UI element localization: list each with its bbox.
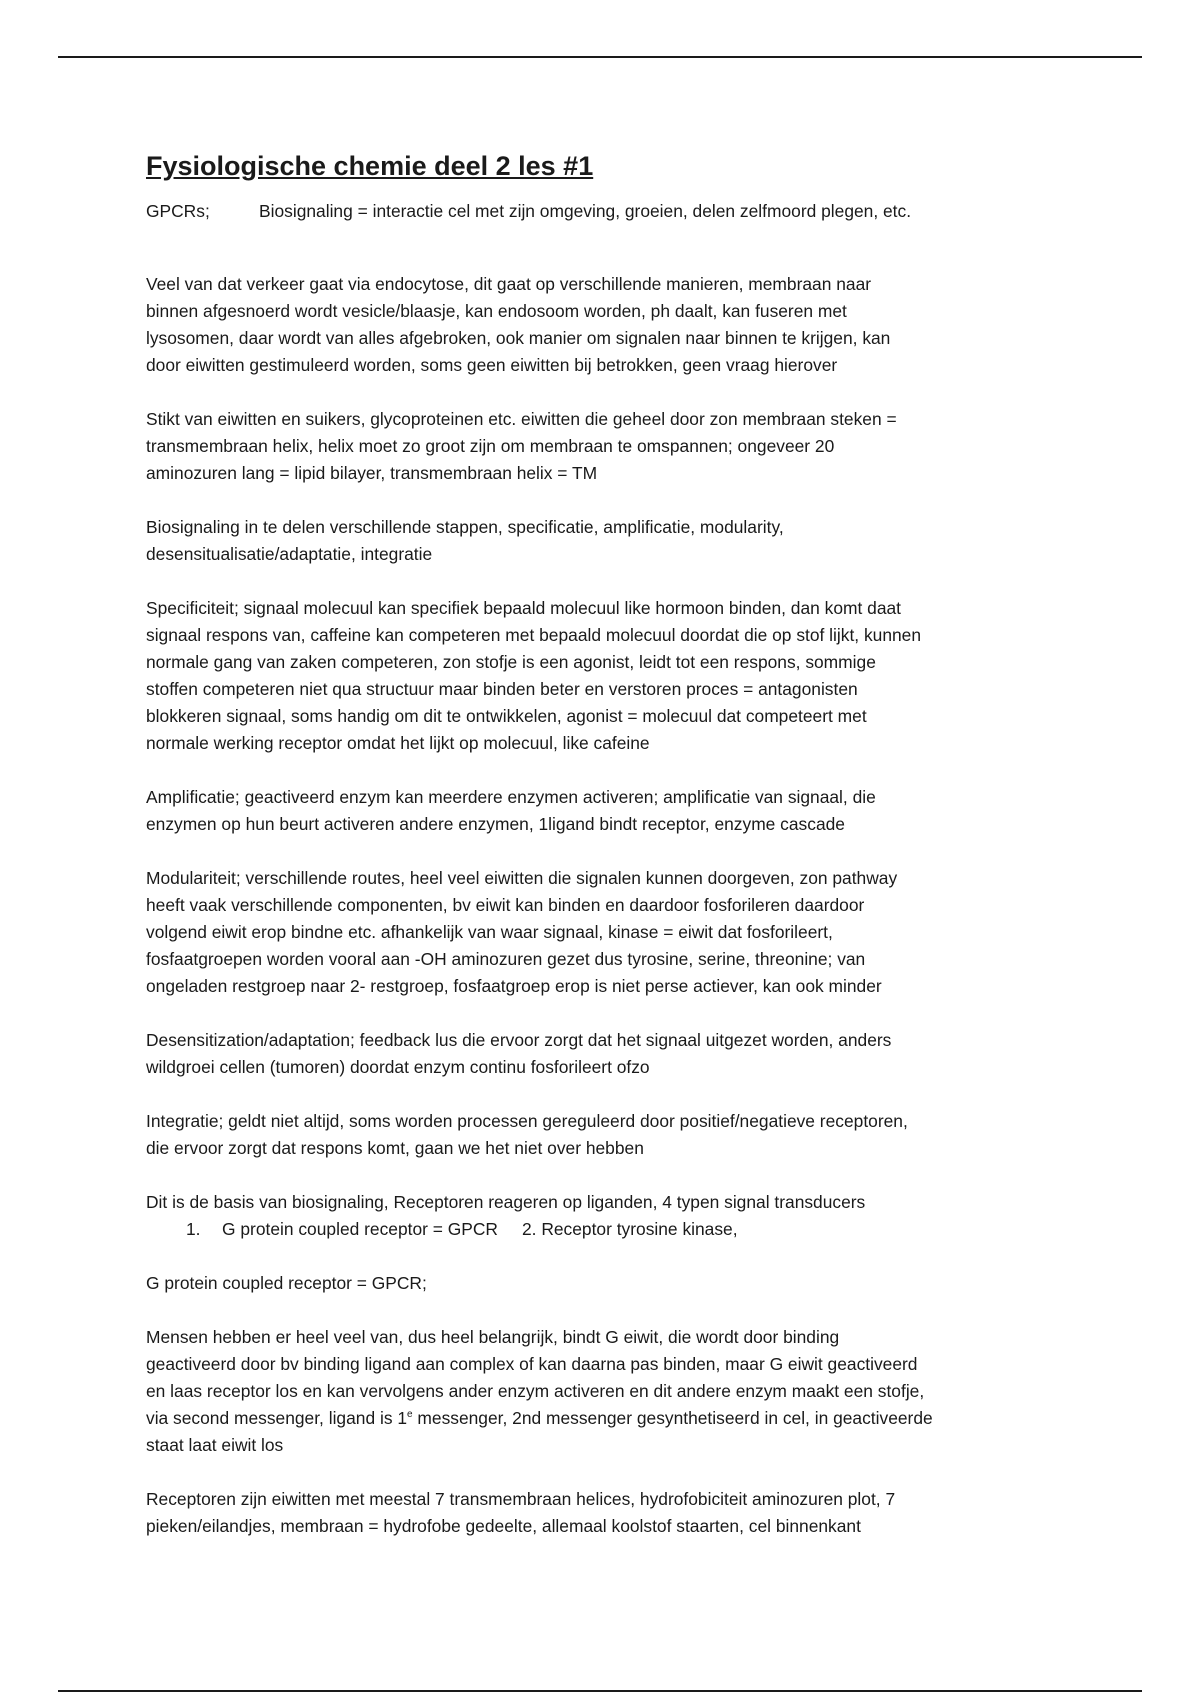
- text-line: volgend eiwit erop bindne etc. afhankelijk van waar signaal, kinase = eiwit dat fosforileert,: [146, 922, 833, 942]
- text-line: Desensitization/adaptation; feedback lus die ervoor zorgt dat het signaal uitgezet worden, anders: [146, 1030, 892, 1050]
- text-fragment: via second messenger, ligand is 1: [146, 1408, 408, 1428]
- text-line: normale gang van zaken competeren, zon stofje is een agonist, leidt tot een respons, sommige: [146, 652, 876, 672]
- paragraph-desensitization: [146, 1027, 1076, 1081]
- text-line: enzymen op hun beurt activeren andere enzymen, 1ligand bindt receptor, enzyme cascade: [146, 814, 845, 834]
- list-item: 2. Receptor tyrosine kinase,: [521, 1219, 738, 1239]
- footer-rule: [58, 1690, 1142, 1692]
- gpcr-intro-line: [146, 198, 1076, 225]
- text-line: Modulariteit; verschillende routes, heel veel eiwitten die signalen kunnen doorgeven, zon pathway: [146, 868, 898, 888]
- text-line: signaal respons van, caffeine kan competeren met bepaald molecuul doordat die op stof lijkt, kunnen: [146, 625, 922, 645]
- paragraph-receptoren: [146, 1486, 1076, 1540]
- text-line: Amplificatie; geactiveerd enzym kan meerdere enzymen activeren; amplificatie van signaal, die: [146, 787, 876, 807]
- gpcr-heading: G protein coupled receptor = GPCR;: [146, 1273, 427, 1293]
- text-line: [146, 1405, 1076, 1432]
- text-line: Biosignaling in te delen verschillende stappen, specificatie, amplificatie, modularity,: [146, 517, 784, 537]
- text-line: lysosomen, daar wordt van alles afgebroken, ook manier om signalen naar binnen te krijgen, kan: [146, 328, 891, 348]
- text-line: die ervoor zorgt dat respons komt, gaan we het niet over hebben: [146, 1138, 644, 1158]
- paragraph-mensen: [146, 1324, 1076, 1459]
- text-line: heeft vaak verschillende componenten, bv eiwit kan binden en daardoor fosforileren daardoor: [146, 895, 865, 915]
- transducer-list: [146, 1216, 1076, 1243]
- paragraph-modulariteit: [146, 865, 1076, 1000]
- gpcr-intro-text: Biosignaling = interactie cel met zijn omgeving, groeien, delen zelfmoord plegen, etc.: [259, 201, 912, 221]
- text-line: Stikt van eiwitten en suikers, glycoproteinen etc. eiwitten die geheel door zon membraan steken =: [146, 409, 897, 429]
- text-fragment: messenger, 2nd messenger gesynthetiseerd in cel, in geactiveerde: [412, 1408, 933, 1428]
- document-body: [146, 146, 1076, 1540]
- text-line: staat laat eiwit los: [146, 1435, 284, 1455]
- text-line: transmembraan helix, helix moet zo groot zijn om membraan te omspannen; ongeveer 20: [146, 436, 835, 456]
- text-line: Integratie; geldt niet altijd, soms worden processen gereguleerd door positief/negatieve receptoren,: [146, 1111, 908, 1131]
- superscript: e: [407, 1409, 413, 1421]
- list-item: G protein coupled receptor = GPCR: [222, 1219, 498, 1239]
- text-line: normale werking receptor omdat het lijkt op molecuul, like cafeine: [146, 733, 650, 753]
- text-line: Veel van dat verkeer gaat via endocytose, dit gaat op verschillende manieren, membraan naar: [146, 274, 872, 294]
- paragraph-membraan: [146, 406, 1076, 487]
- text-line: Receptoren zijn eiwitten met meestal 7 transmembraan helices, hydrofobiciteit aminozuren plot, 7: [146, 1489, 896, 1509]
- paragraph-amplificatie: [146, 784, 1076, 838]
- text-line: aminozuren lang = lipid bilayer, transmembraan helix = TM: [146, 463, 598, 483]
- text-line: wildgroei cellen (tumoren) doordat enzym continu fosforileert ofzo: [146, 1057, 650, 1077]
- text-line: binnen afgesnoerd wordt vesicle/blaasje, kan endosoom worden, ph daalt, kan fuseren met: [146, 301, 847, 321]
- header-rule: [58, 56, 1142, 58]
- text-line: stoffen competeren niet qua structuur maar binden beter en verstoren proces = antagonisten: [146, 679, 858, 699]
- text-line: ongeladen restgroep naar 2- restgroep, fosfaatgroep erop is niet perse actiever, kan ook minder: [146, 976, 882, 996]
- page-title: Fysiologische chemie deel 2 les #1: [146, 151, 594, 181]
- text-line: fosfaatgroepen worden vooral aan -OH aminozuren gezet dus tyrosine, serine, threonine; van: [146, 949, 866, 969]
- list-number: 1.: [186, 1219, 201, 1239]
- text-line: geactiveerd door bv binding ligand aan complex of kan daarna pas binden, maar G eiwit geactiveerd: [146, 1354, 918, 1374]
- text-line: desensitualisatie/adaptatie, integratie: [146, 544, 433, 564]
- paragraph-stappen: [146, 514, 1076, 568]
- gpcr-label: GPCRs;: [146, 201, 210, 221]
- text-line: door eiwitten gestimuleerd worden, soms geen eiwitten bij betrokken, geen vraag hierover: [146, 355, 838, 375]
- text-line: pieken/eilandjes, membraan = hydrofobe gedeelte, allemaal koolstof staarten, cel binnenkant: [146, 1516, 861, 1536]
- text-line: en laas receptor los en kan vervolgens ander enzym activeren en dit andere enzym maakt een stofje,: [146, 1381, 925, 1401]
- text-line: blokkeren signaal, soms handig om dit te ontwikkelen, agonist = molecuul dat competeert met: [146, 706, 867, 726]
- paragraph-integratie: [146, 1108, 1076, 1162]
- paragraph-endocytose: [146, 271, 1076, 379]
- text-line: Mensen hebben er heel veel van, dus heel belangrijk, bindt G eiwit, die wordt door binding: [146, 1327, 840, 1347]
- paragraph-specificiteit: [146, 595, 1076, 757]
- text-line: Specificiteit; signaal molecuul kan specifiek bepaald molecuul like hormoon binden, dan komt daat: [146, 598, 901, 618]
- basis-line: Dit is de basis van biosignaling, Receptoren reageren op liganden, 4 typen signal transducers: [146, 1192, 866, 1212]
